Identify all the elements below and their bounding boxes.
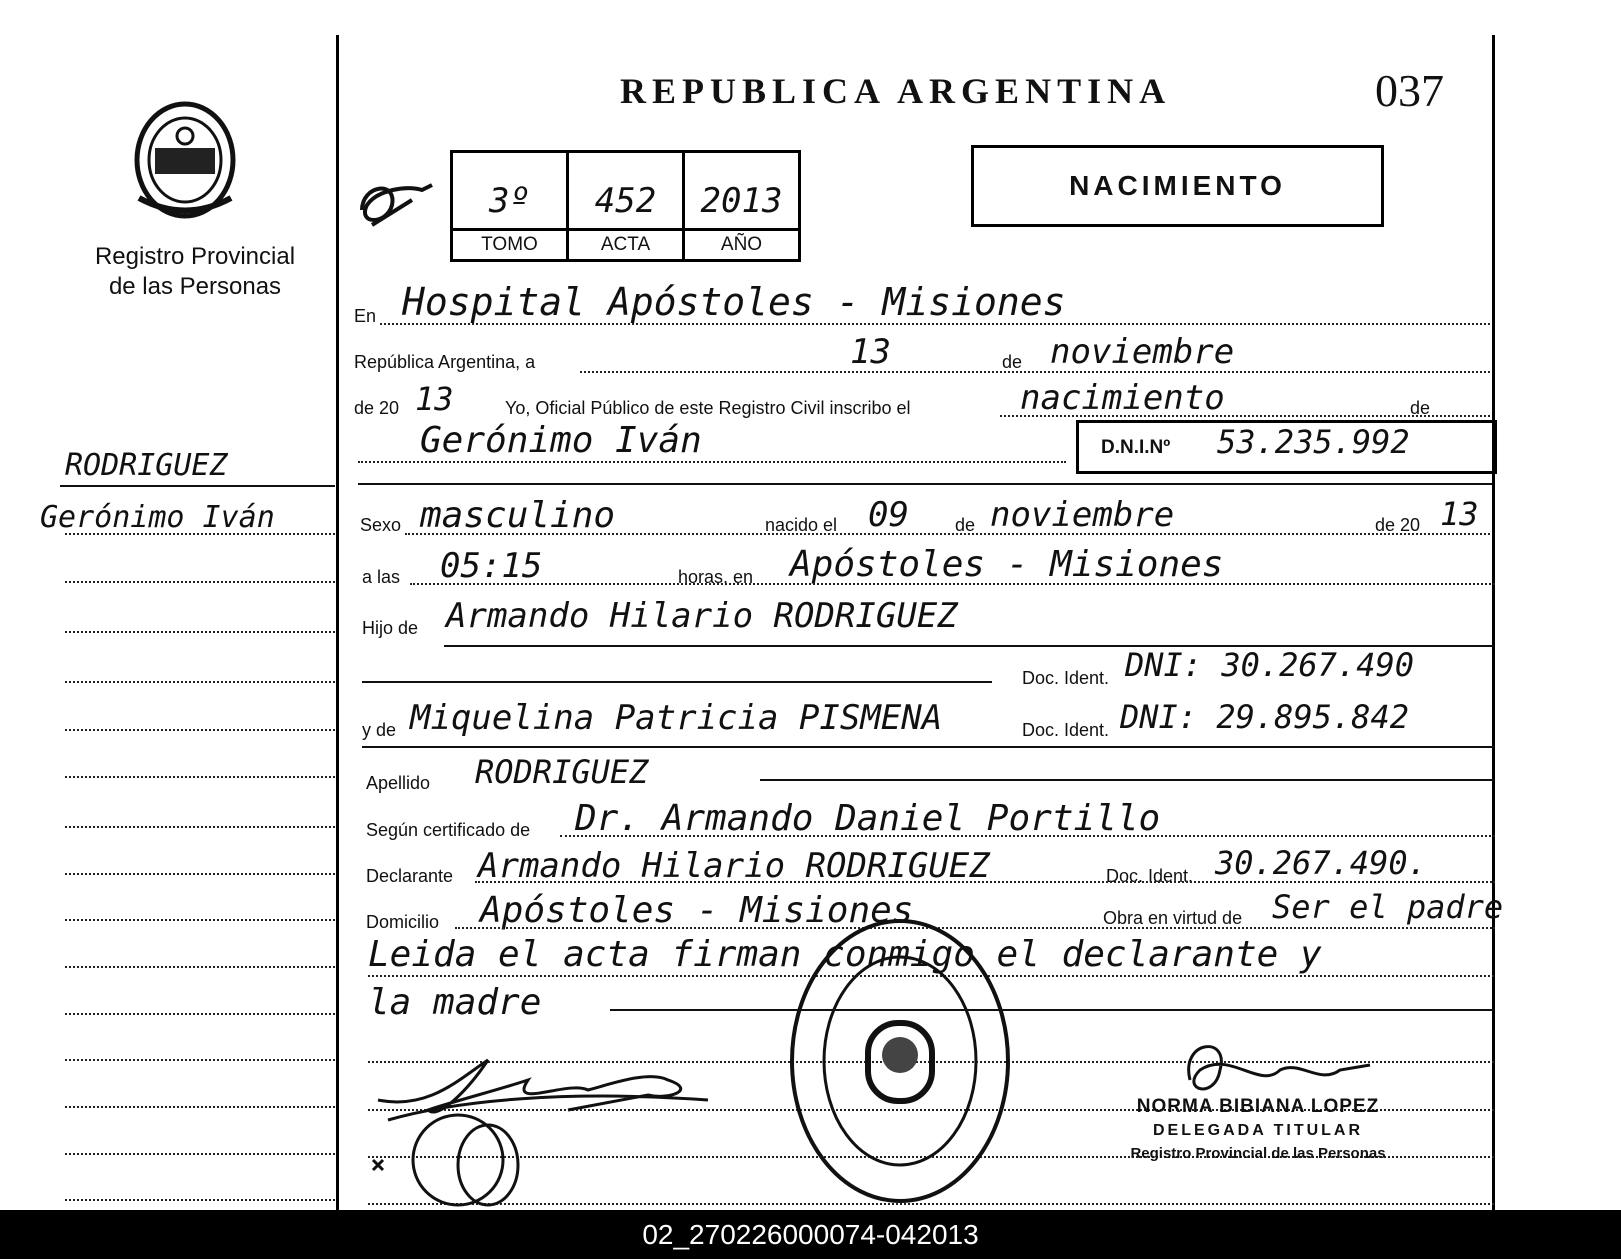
declarante-doc-value: 30.267.490. bbox=[1215, 844, 1427, 882]
sexo-label: Sexo bbox=[360, 515, 402, 535]
margin-line bbox=[65, 825, 335, 828]
time-line bbox=[410, 582, 1495, 585]
dni-label: D.N.I.Nº bbox=[1101, 437, 1171, 458]
page-title: REPUBLICA ARGENTINA bbox=[620, 71, 1172, 111]
acta-label: ACTA bbox=[569, 228, 682, 259]
dni-value: 53.235.992 bbox=[1217, 423, 1410, 461]
obra-label: Obra en virtud de bbox=[1103, 908, 1243, 928]
margin-line bbox=[65, 872, 335, 875]
margin-line bbox=[65, 580, 335, 583]
anio-label: AÑO bbox=[685, 228, 798, 259]
yde-label: y de bbox=[362, 720, 397, 740]
mother-doc-value: DNI: 29.895.842 bbox=[1120, 698, 1409, 736]
margin-line bbox=[65, 1012, 335, 1015]
name-line bbox=[358, 460, 1066, 463]
acta-cell bbox=[569, 153, 685, 259]
place-value: Apóstoles - Misiones bbox=[790, 544, 1224, 585]
document-type-box: NACIMIENTO bbox=[971, 145, 1384, 227]
apellido-label: Apellido bbox=[366, 773, 431, 793]
domicilio-label: Domicilio bbox=[366, 912, 440, 932]
de-label: de bbox=[1002, 352, 1023, 372]
date-line bbox=[580, 370, 1490, 373]
apellido-line bbox=[760, 778, 1494, 781]
margin-line bbox=[65, 775, 335, 778]
margin-line bbox=[65, 1058, 335, 1061]
birth-day-value: 09 bbox=[868, 495, 909, 535]
stamp-icon bbox=[788, 915, 1012, 1207]
de3-label: de bbox=[955, 515, 976, 535]
margin-given-names: Gerónimo Iván bbox=[40, 500, 275, 535]
domicilio-value: Apóstoles - Misiones bbox=[480, 890, 914, 931]
footer-identifier: 02_270226000074-042013 bbox=[0, 1210, 1621, 1259]
obra-value: Ser el padre bbox=[1272, 888, 1504, 926]
event-value: nacimiento bbox=[1020, 378, 1225, 418]
cert-value: Dr. Armando Daniel Portillo bbox=[575, 798, 1161, 839]
mother-underline bbox=[362, 745, 1494, 748]
event-line bbox=[1000, 414, 1490, 417]
margin-line bbox=[65, 1198, 335, 1201]
official-stamp bbox=[788, 915, 1012, 1207]
apellido-value: RODRIGUEZ bbox=[475, 753, 649, 791]
time-value: 05:15 bbox=[440, 546, 543, 586]
hijo-label: Hijo de bbox=[362, 618, 419, 638]
section-divider bbox=[358, 482, 1492, 485]
remarks-line2: la madre bbox=[368, 982, 542, 1023]
margin-line bbox=[65, 630, 335, 633]
declarant-signature-icon bbox=[368, 1040, 738, 1210]
sexo-line bbox=[405, 532, 1490, 535]
misiones-seal-logo bbox=[125, 98, 245, 223]
tomo-cell bbox=[453, 153, 569, 259]
remarks-line1: Leida el acta firman conmigo el declarante y bbox=[368, 934, 1322, 975]
father-doc-value: DNI: 30.267.490 bbox=[1125, 646, 1414, 684]
republica-label: República Argentina, a bbox=[354, 352, 536, 372]
remarks-end-line bbox=[610, 1008, 1494, 1011]
de20-label: de 20 bbox=[1375, 515, 1421, 535]
declarante-label: Declarante bbox=[366, 866, 454, 886]
left-frame-line bbox=[336, 35, 339, 1210]
margin-surname-underline bbox=[60, 484, 335, 487]
margin-line bbox=[65, 965, 335, 968]
mother-value: Miquelina Patricia PISMENA bbox=[410, 698, 943, 738]
dni-box bbox=[1076, 420, 1497, 474]
record-id-box bbox=[450, 150, 801, 262]
nacido-label: nacido el bbox=[765, 515, 838, 535]
margin-line bbox=[65, 1152, 335, 1155]
margin-line bbox=[65, 532, 335, 535]
registrar-name: NORMA BIBIANA LOPEZ bbox=[1136, 1096, 1380, 1117]
birth-year-value: 13 bbox=[1440, 495, 1479, 533]
tomo-label: TOMO bbox=[453, 228, 566, 259]
alas-label: a las bbox=[362, 567, 401, 587]
segun-label: Según certificado de bbox=[366, 820, 531, 840]
docident-label: Doc. Ident. bbox=[1022, 668, 1110, 688]
registrar-institution: Registro Provincial de las Personas bbox=[1130, 1145, 1386, 1162]
right-frame-line bbox=[1492, 35, 1495, 1210]
acta-value: 452 bbox=[594, 181, 657, 221]
month-value: noviembre bbox=[1050, 332, 1235, 372]
oficial-label: Yo, Oficial Público de este Registro Civil inscribo el bbox=[505, 398, 911, 418]
en-label: En bbox=[354, 306, 377, 326]
year-prefix-label: de 20 bbox=[354, 398, 400, 418]
margin-line bbox=[65, 728, 335, 731]
anio-cell bbox=[685, 153, 798, 259]
anio-value: 2013 bbox=[700, 181, 783, 221]
sexo-value: masculino bbox=[420, 495, 616, 536]
father-doc-line bbox=[362, 680, 992, 683]
registrar-role: DELEGADA TITULAR bbox=[1152, 1122, 1364, 1139]
en-line bbox=[380, 322, 1490, 325]
horas-label: horas, en bbox=[678, 567, 754, 587]
registry-name: Registro Provincial de las Personas bbox=[94, 243, 296, 300]
year-value: 13 bbox=[415, 380, 454, 418]
docident3-label: Doc. Ident. bbox=[1106, 866, 1194, 886]
cert-line bbox=[560, 834, 1495, 837]
en-value: Hospital Apóstoles - Misiones bbox=[402, 280, 1066, 324]
margin-line bbox=[65, 1105, 335, 1108]
folio-number: 037 bbox=[1375, 65, 1444, 116]
declarante-line bbox=[475, 880, 1495, 883]
de2-label: de bbox=[1410, 398, 1431, 418]
name-value: Gerónimo Iván bbox=[420, 420, 702, 461]
day-value: 13 bbox=[850, 332, 891, 372]
tomo-value: 3º bbox=[489, 181, 530, 221]
margin-line bbox=[65, 918, 335, 921]
initials-mark-icon bbox=[352, 170, 442, 240]
margin-line bbox=[65, 680, 335, 683]
birth-month-value: noviembre bbox=[990, 495, 1175, 535]
margin-surname: RODRIGUEZ bbox=[65, 448, 228, 483]
father-value: Armando Hilario RODRIGUEZ bbox=[446, 596, 958, 636]
declarante-value: Armando Hilario RODRIGUEZ bbox=[478, 846, 990, 886]
docident2-label: Doc. Ident. bbox=[1022, 720, 1110, 740]
